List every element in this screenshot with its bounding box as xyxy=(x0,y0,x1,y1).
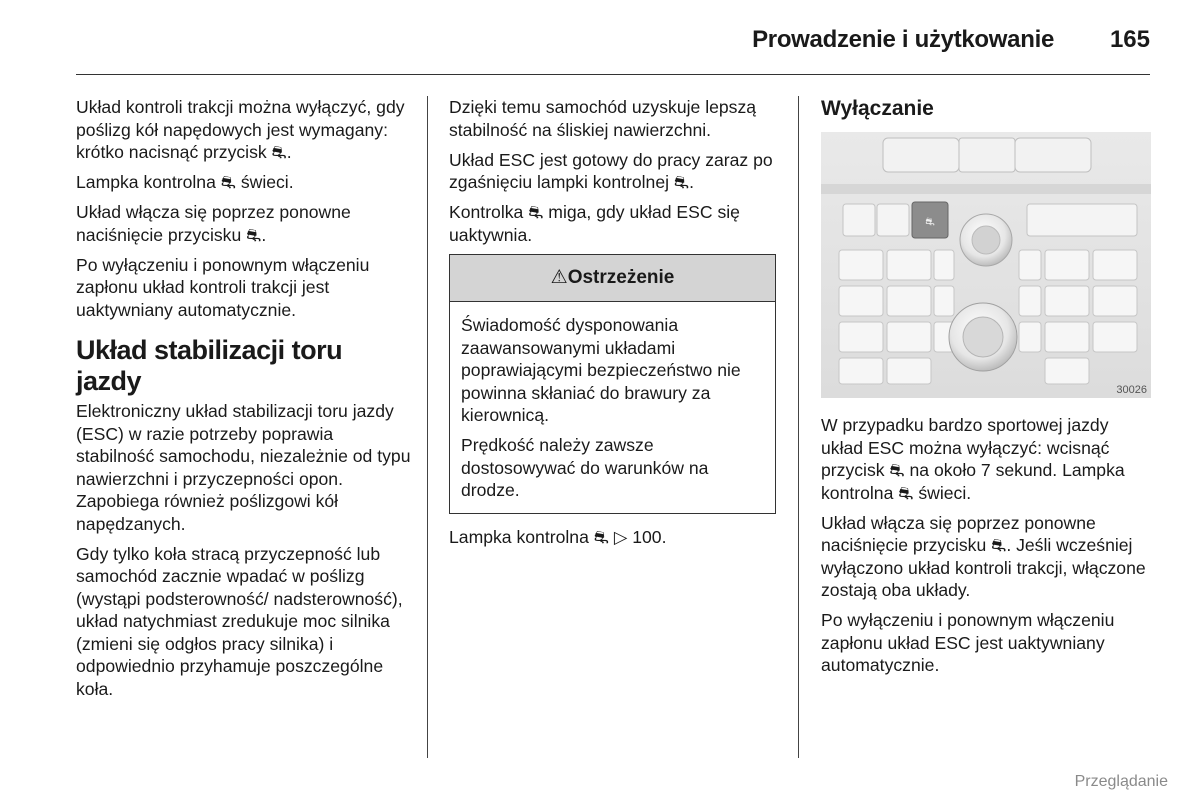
image-code-label: 30026 xyxy=(1116,384,1147,396)
page-header-title: Prowadzenie i użytkowanie xyxy=(752,26,1054,53)
paragraph-esc-blink: Kontrolka ⛐ miga, gdy układ ESC się uaktywnia. xyxy=(449,202,740,245)
paragraph-tc-lamp: Lampka kontrolna ⛐ świeci. xyxy=(76,172,294,192)
column-1 xyxy=(76,96,411,708)
warning-box xyxy=(449,254,776,514)
paragraph-tc-off: Układ kontroli trakcji można wyłączyć, gdy poślizg kół napędowych jest wymagany: krótko nacisnąć przycisk ⛐. xyxy=(76,97,405,162)
warning-header xyxy=(450,255,775,302)
footer-nav-link[interactable]: Przeglądanie xyxy=(1074,773,1168,790)
warning-paragraph-1: Świadomość dysponowania zaawansowanymi układami poprawiającymi bezpieczeństwo nie powinna skłaniać do brawury za kierownicą. xyxy=(461,315,741,425)
warning-title: Ostrzeżenie xyxy=(567,266,675,288)
paragraph-lamp-ref: Lampka kontrolna ⛐ ▷ 100. xyxy=(449,527,667,547)
column-2 xyxy=(449,96,779,556)
warning-body xyxy=(450,302,775,513)
page-number: 165 xyxy=(1109,26,1150,53)
control-panel-photo xyxy=(821,132,1151,398)
column-3 xyxy=(821,96,1153,684)
header-rule xyxy=(76,74,1150,75)
paragraph-esc-intro: Elektroniczny układ stabilizacji toru jazdy (ESC) w razie potrzeby poprawia stabilność samochodu, niezależnie od typu nawierzchni i przyczepności opon. Zapobiega również poślizgowi kół napędzanych. xyxy=(76,401,411,534)
paragraph-esc-auto: Po wyłączeniu i ponownym włączeniu zapłonu układ ESC jest uaktywniany automatycznie. xyxy=(821,610,1115,675)
paragraph-tc-on: Układ włącza się poprzez ponowne naciśnięcie przycisku ⛐. xyxy=(76,202,351,245)
paragraph-tc-auto: Po wyłączeniu i ponownym włączeniu zapłonu układ kontroli trakcji jest uaktywniany automatycznie. xyxy=(76,254,370,320)
paragraph-esc-action: Gdy tylko koła stracą przyczepność lub samochód zacznie wpadać w poślizg (wystąpi podsterowność/ nadsterowność), układ natychmiast zredukuje moc silnika (zmieni się odgłos pracy silnika) i odpowiednio przyhamuje poszczególne koła. xyxy=(76,543,403,699)
paragraph-esc-off: W przypadku bardzo sportowej jazdy układ ESC można wyłączyć: wcisnąć przycisk ⛐ na około 7 sekund. Lampka kontrolna ⛐ świeci. xyxy=(821,415,1125,503)
paragraph-stability: Dzięki temu samochód uzyskuje lepszą stabilność na śliskiej nawierzchni. xyxy=(449,97,757,140)
paragraph-esc-ready: Układ ESC jest gotowy do pracy zaraz po zgaśnięciu lampki kontrolnej ⛐. xyxy=(449,149,773,192)
section-heading-esc: Układ stabilizacji toru jazdy xyxy=(76,335,343,396)
sub-heading-off: Wyłączanie xyxy=(821,97,934,120)
svg-text:⛐: ⛐ xyxy=(925,215,935,228)
warning-paragraph-2: Prędkość należy zawsze dostosowywać do warunków na drodze. xyxy=(461,435,709,500)
column-divider-2 xyxy=(798,96,799,758)
warning-triangle-icon: ⚠ xyxy=(550,266,568,288)
column-divider-1 xyxy=(427,96,428,758)
paragraph-esc-on: Układ włącza się poprzez ponowne naciśnięcie przycisku ⛐. Jeśli wcześniej wyłączono układ kontroli trakcji, włączone zostają oba układy. xyxy=(821,512,1146,600)
